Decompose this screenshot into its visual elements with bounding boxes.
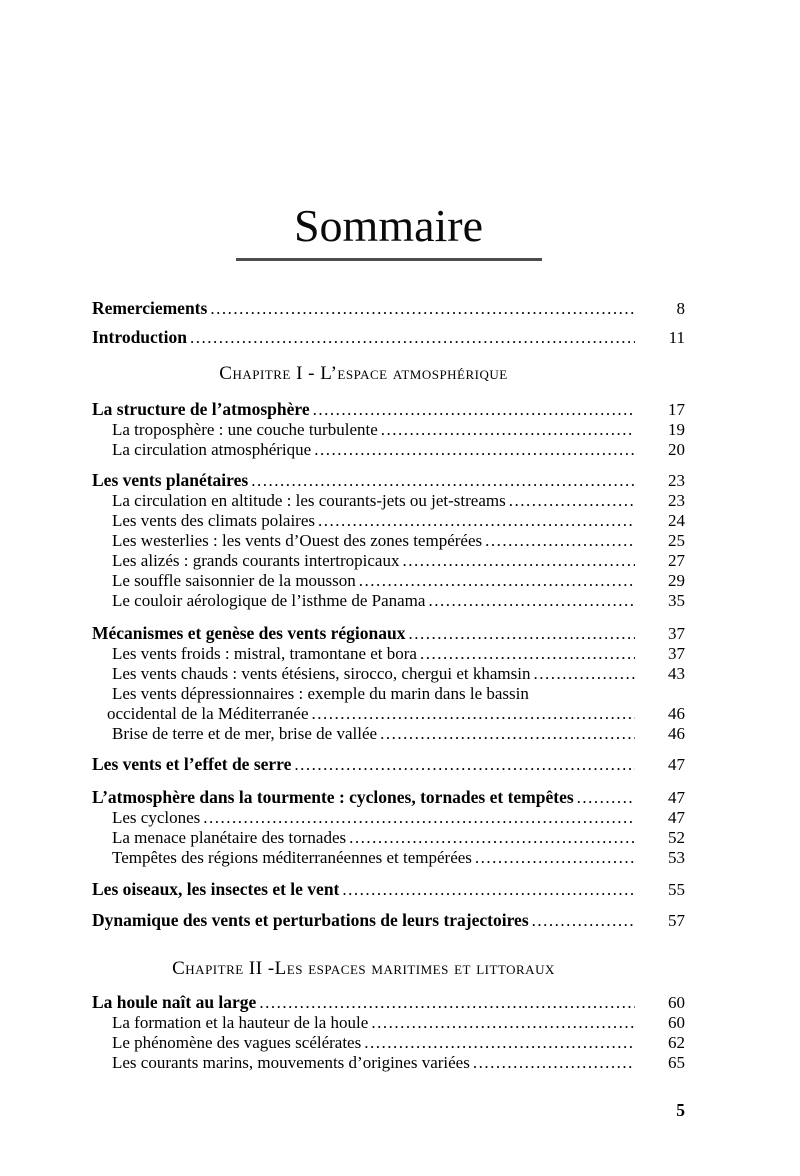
toc-entry-page: 27 [668, 551, 685, 570]
dot-leader [402, 551, 635, 571]
dot-leader [509, 491, 635, 511]
toc-entry-label: Les vents et l’effet de serre [92, 754, 292, 774]
dot-leader [380, 724, 635, 744]
dot-leader [314, 440, 635, 460]
toc-entry-label: Le couloir aérologique de l’isthme de Panama [112, 591, 426, 610]
toc-entry-label: La circulation en altitude : les courants-jets ou jet-streams [112, 491, 506, 510]
toc-entry [92, 828, 685, 848]
toc-entry-label: Les cyclones [112, 808, 201, 827]
toc-entry-page: 43 [668, 664, 685, 683]
toc-entry [92, 787, 685, 808]
toc-entry-page: 53 [668, 848, 685, 867]
toc-entry-page: 23 [668, 491, 685, 510]
title-block [92, 202, 685, 250]
dot-leader [381, 420, 635, 440]
toc-entry [92, 1053, 685, 1073]
toc-entry-page: 11 [668, 328, 685, 347]
toc-entry-page: 17 [668, 400, 685, 419]
toc-entry-label: Les vents dépressionnaires : exemple du marin dans le bassin [112, 684, 529, 703]
toc-entry [92, 724, 685, 744]
toc-entry-page: 62 [668, 1033, 685, 1052]
page-number: 5 [676, 1100, 685, 1120]
toc-entry [92, 754, 685, 775]
toc-entry-page: 23 [668, 471, 685, 490]
dot-leader [359, 571, 635, 591]
toc-entry [92, 420, 685, 440]
toc-entry [92, 571, 685, 591]
toc-entry-page: 47 [668, 788, 685, 807]
dot-leader [473, 1053, 635, 1073]
toc-entry [92, 848, 685, 868]
toc-entry-page: 24 [668, 511, 685, 530]
toc-entry [92, 1033, 685, 1053]
toc-entry [92, 808, 685, 828]
toc-entry [92, 591, 685, 611]
dot-leader [190, 328, 635, 348]
dot-leader [485, 531, 635, 551]
toc-entry-label: Les vents des climats polaires [112, 511, 316, 530]
toc-entry [92, 327, 685, 348]
toc-entry-label: Les vents chauds : vents étésiens, sirocco, chergui et khamsin [112, 664, 531, 683]
chapter-heading: Chapitre II -Les espaces maritimes et littoraux [172, 958, 555, 979]
toc-entry [92, 623, 685, 644]
toc-entry-label: La structure de l’atmosphère [92, 399, 310, 419]
chapter-heading: Chapitre I - L’espace atmosphérique [219, 363, 508, 384]
toc-entry-page: 25 [668, 531, 685, 550]
toc-entry-label: Les vents froids : mistral, tramontane et bora [112, 644, 417, 663]
dot-leader [259, 993, 635, 1013]
dot-leader [371, 1013, 635, 1033]
toc-entry-page: 35 [668, 591, 685, 610]
dot-leader [313, 400, 635, 420]
toc-entry-page: 37 [668, 624, 685, 643]
toc-entry-label: La formation et la hauteur de la houle [112, 1013, 369, 1032]
toc-entry [92, 664, 685, 684]
toc-entry [92, 440, 685, 460]
toc-entry-label: Le phénomène des vagues scélérates [112, 1033, 362, 1052]
toc-list [92, 298, 685, 1073]
toc-entry-page: 60 [668, 993, 685, 1012]
toc-entry [92, 470, 685, 491]
dot-leader [342, 880, 635, 900]
toc-entry-label: Les vents planétaires [92, 470, 249, 490]
toc-entry [92, 684, 685, 704]
dot-leader [532, 911, 635, 931]
toc-entry-page: 46 [668, 704, 685, 723]
toc-entry-page: 47 [668, 755, 685, 774]
toc-entry-page: 29 [668, 571, 685, 590]
page-title: Sommaire [293, 200, 484, 251]
toc-entry-label: Tempêtes des régions méditerranéennes et tempérées [112, 848, 472, 867]
dot-leader [203, 808, 635, 828]
toc-entry [92, 879, 685, 900]
toc-entry-label: Le souffle saisonnier de la mousson [112, 571, 356, 590]
toc-entry-page: 19 [668, 420, 685, 439]
toc-entry-label: Introduction [92, 327, 187, 347]
dot-leader [475, 848, 635, 868]
dot-leader [312, 704, 635, 724]
toc-entry-label: Les oiseaux, les insectes et le vent [92, 879, 340, 899]
dot-leader [294, 755, 635, 775]
toc-entry-page: 8 [676, 299, 685, 318]
toc-entry-page: 57 [668, 911, 685, 930]
toc-entry [92, 491, 685, 511]
dot-leader [577, 788, 635, 808]
title-underline [236, 258, 542, 261]
dot-leader [409, 624, 636, 644]
dot-leader [251, 471, 635, 491]
dot-leader [533, 664, 635, 684]
dot-leader [210, 299, 635, 319]
toc-entry [92, 910, 685, 931]
toc-entry [92, 298, 685, 319]
dot-leader [428, 591, 635, 611]
toc-entry-page: 37 [668, 644, 685, 663]
toc-entry-page: 52 [668, 828, 685, 847]
toc-entry-label: Les westerlies : les vents d’Ouest des zones tempérées [112, 531, 483, 550]
toc-entry [92, 1013, 685, 1033]
toc-entry-label: La houle naît au large [92, 992, 257, 1012]
toc-entry-label: Brise de terre et de mer, brise de vallée [112, 724, 378, 743]
toc-entry-label: La troposphère : une couche turbulente [112, 420, 378, 439]
toc-entry-page: 46 [668, 724, 685, 743]
toc-entry-label: La circulation atmosphérique [112, 440, 312, 459]
toc-entry-label: Remerciements [92, 298, 208, 318]
toc-entry [92, 511, 685, 531]
toc-entry-page: 20 [668, 440, 685, 459]
dot-leader [349, 828, 635, 848]
dot-leader [364, 1033, 635, 1053]
toc-entry-label: L’atmosphère dans la tourmente : cyclones, tornades et tempêtes [92, 787, 574, 807]
toc-entry [92, 399, 685, 420]
toc-entry-page: 60 [668, 1013, 685, 1032]
toc-entry [92, 992, 685, 1013]
toc-entry [92, 704, 685, 724]
toc-entry-label: Dynamique des vents et perturbations de leurs trajectoires [92, 910, 529, 930]
toc-entry-label: Les alizés : grands courants intertropicaux [112, 551, 400, 570]
toc-entry-page: 47 [668, 808, 685, 827]
toc-entry-page: 65 [668, 1053, 685, 1072]
toc-entry-label: occidental de la Méditerranée [107, 704, 309, 723]
toc-entry-page: 55 [668, 880, 685, 899]
toc-entry [92, 551, 685, 571]
toc-entry-label: La menace planétaire des tornades [112, 828, 347, 847]
dot-leader [420, 644, 635, 664]
toc-entry [92, 644, 685, 664]
toc-entry [92, 531, 685, 551]
toc-entry-label: Les courants marins, mouvements d’origines variées [112, 1053, 470, 1072]
toc-entry-label: Mécanismes et genèse des vents régionaux [92, 623, 406, 643]
dot-leader [318, 511, 635, 531]
